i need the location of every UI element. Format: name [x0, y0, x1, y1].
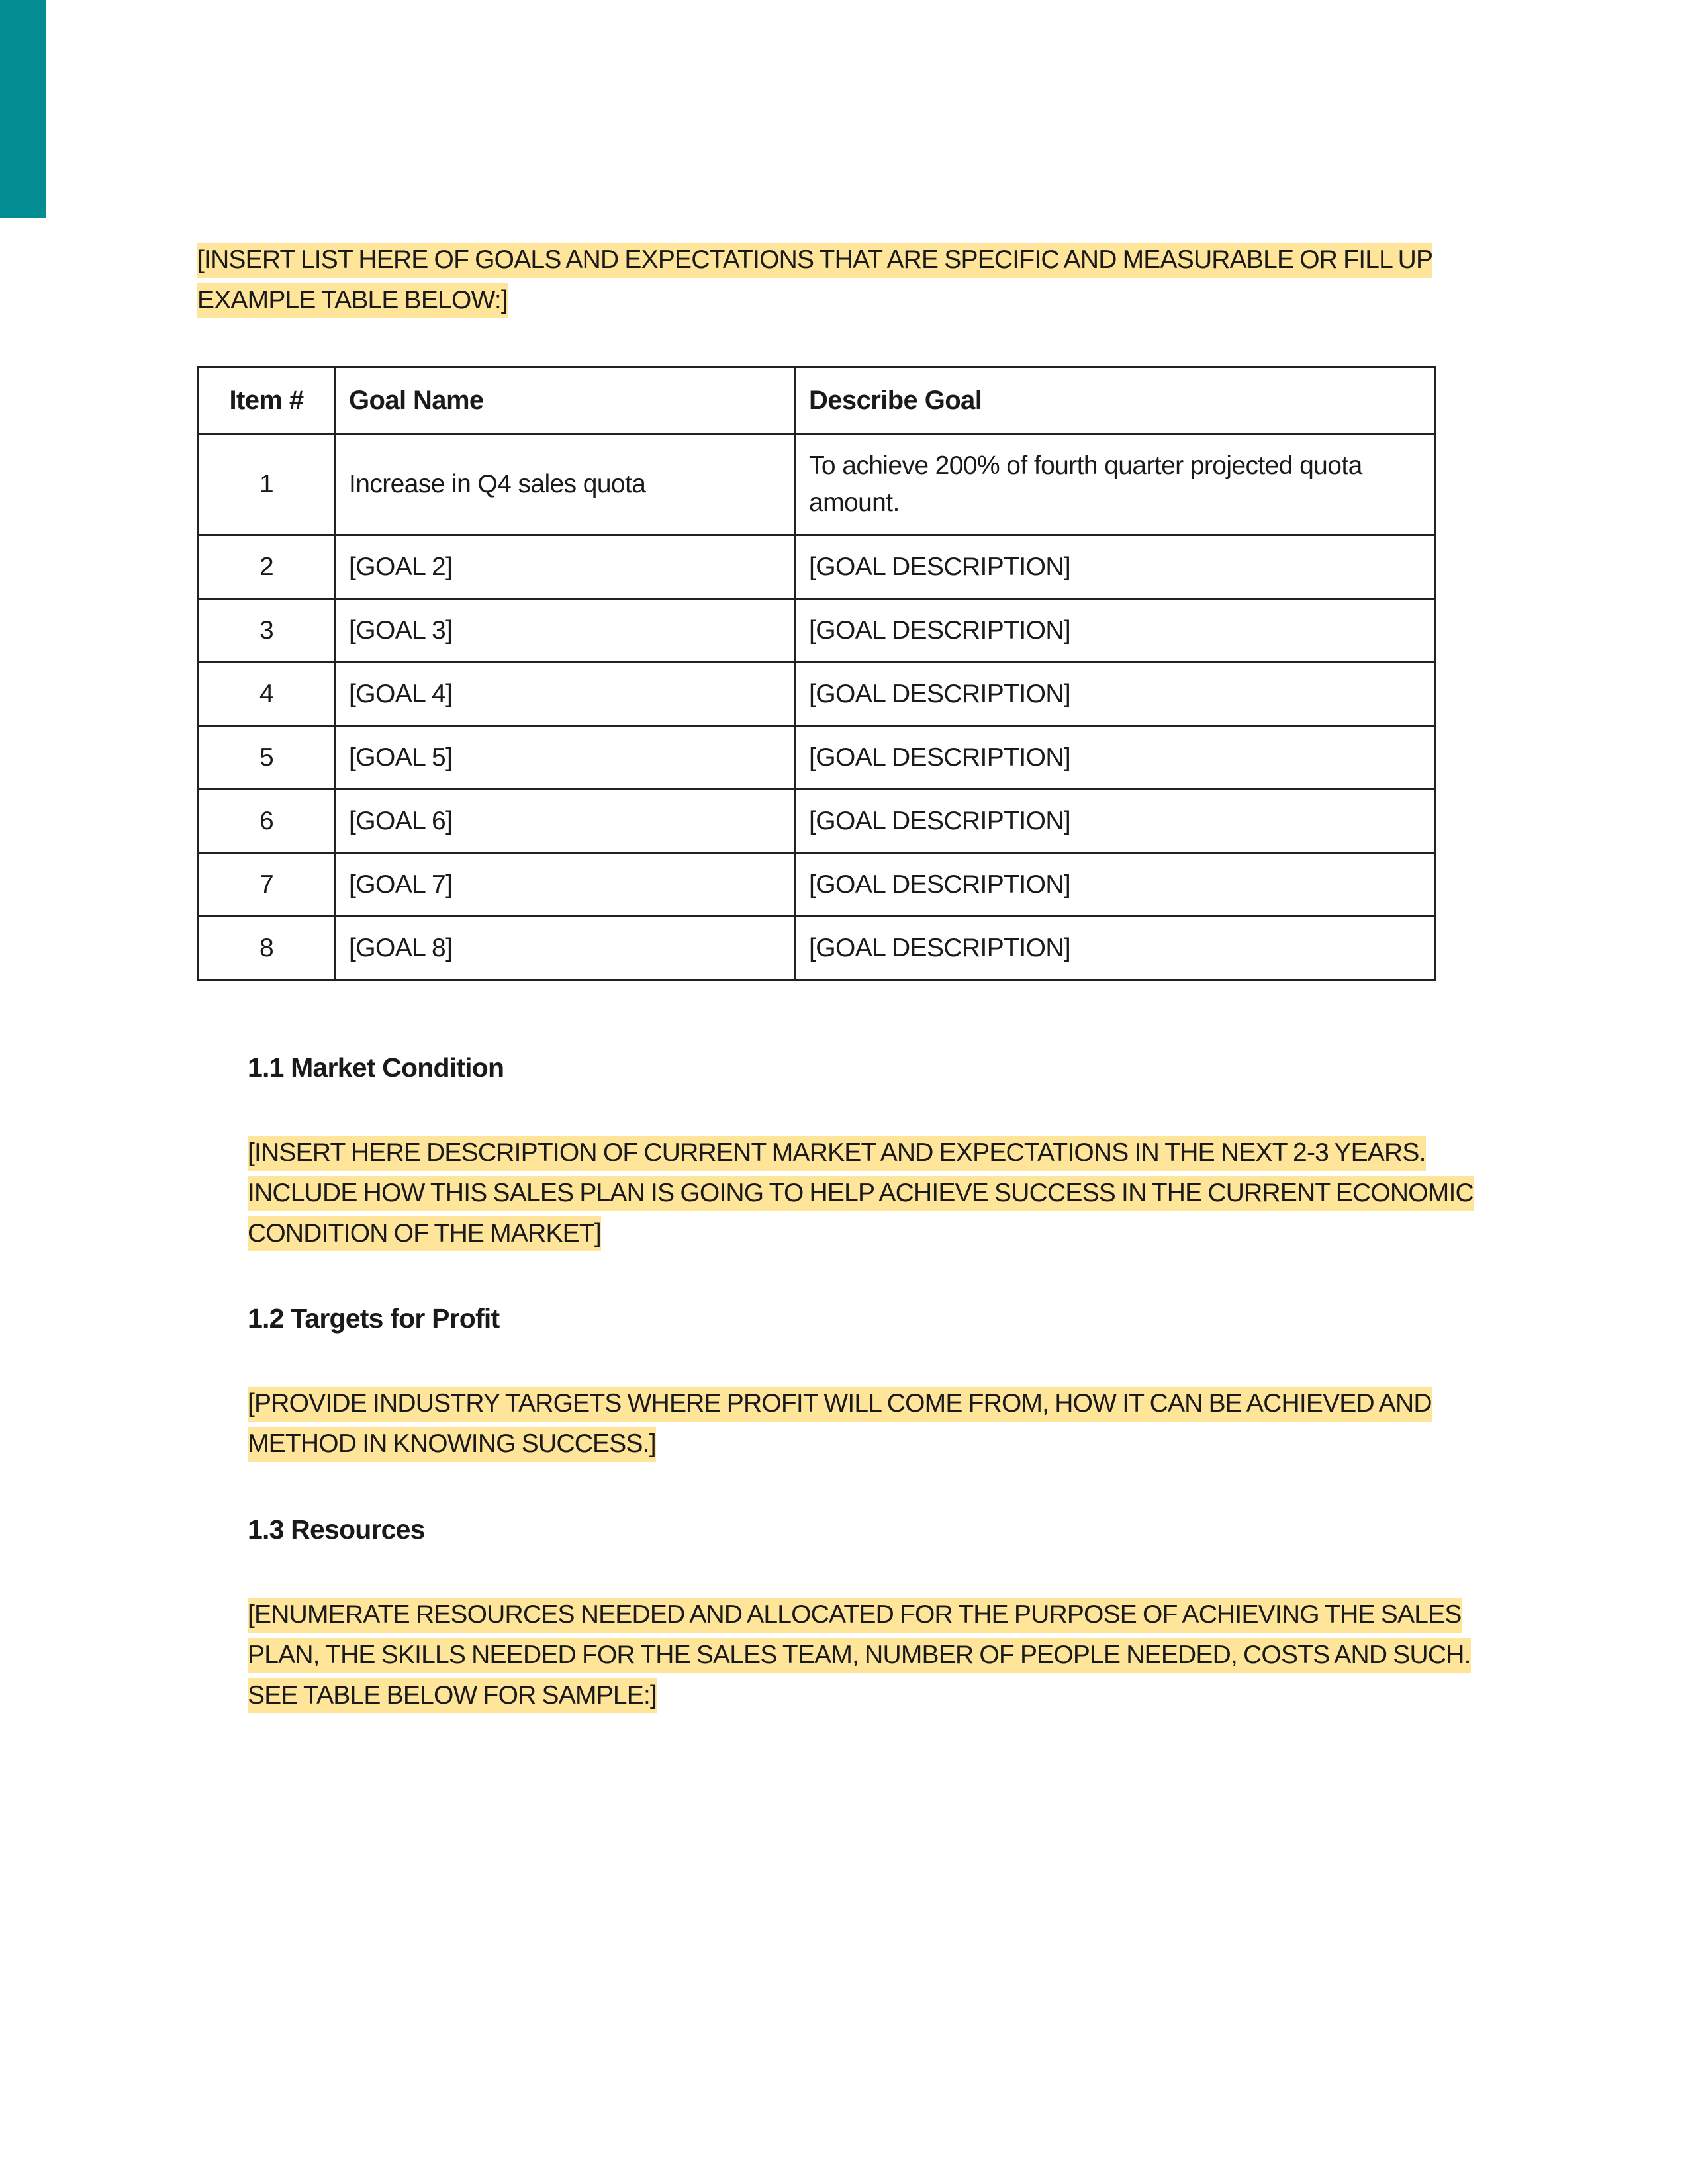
section-heading: 1.3 Resources — [248, 1514, 425, 1545]
item-number-cell: 2 — [199, 535, 335, 599]
section-market-condition — [248, 1052, 1479, 1253]
section-placeholder-paragraph — [248, 1383, 1479, 1464]
goal-description-cell: [GOAL DESCRIPTION] — [795, 790, 1436, 853]
accent-bar — [0, 0, 46, 218]
goal-description-cell: [GOAL DESCRIPTION] — [795, 853, 1436, 917]
item-number-cell: 7 — [199, 853, 335, 917]
goal-description-cell: [GOAL DESCRIPTION] — [795, 535, 1436, 599]
item-number-cell: 1 — [199, 434, 335, 535]
goal-name-cell: [GOAL 5] — [335, 726, 795, 790]
table-row — [199, 599, 1436, 662]
table-row — [199, 790, 1436, 853]
goal-description-cell: [GOAL DESCRIPTION] — [795, 599, 1436, 662]
goal-name-cell: [GOAL 3] — [335, 599, 795, 662]
goal-name-cell: [GOAL 4] — [335, 662, 795, 726]
intro-placeholder-paragraph — [197, 240, 1455, 320]
goal-description-cell: [GOAL DESCRIPTION] — [795, 726, 1436, 790]
section-heading: 1.1 Market Condition — [248, 1052, 504, 1083]
table-row — [199, 917, 1436, 980]
intro-placeholder-text: [INSERT LIST HERE OF GOALS AND EXPECTATIONS THAT ARE SPECIFIC AND MEASURABLE OR FILL UP EXAMPLE TABLE BELOW:] — [197, 243, 1432, 318]
table-row — [199, 535, 1436, 599]
goal-name-cell: [GOAL 2] — [335, 535, 795, 599]
goal-name-cell: Increase in Q4 sales quota — [335, 434, 795, 535]
section-heading: 1.2 Targets for Profit — [248, 1303, 500, 1334]
goal-description-cell: To achieve 200% of fourth quarter projected quota amount. — [795, 434, 1436, 535]
goal-description-cell: [GOAL DESCRIPTION] — [795, 917, 1436, 980]
table-row — [199, 726, 1436, 790]
placeholder-text: [INSERT HERE DESCRIPTION OF CURRENT MARKET AND EXPECTATIONS IN THE NEXT 2-3 YEARS. INCLUDE HOW THIS SALES PLAN IS GOING TO HELP ACHIEVE SUCCESS IN THE CURRENT ECONOMIC CONDITION OF THE MARKET] — [248, 1136, 1474, 1251]
item-number-cell: 6 — [199, 790, 335, 853]
section-resources — [248, 1514, 1479, 1715]
header-item-number: Item # — [199, 367, 335, 434]
goals-table-header-row — [199, 367, 1436, 434]
goal-name-cell: [GOAL 6] — [335, 790, 795, 853]
item-number-cell: 5 — [199, 726, 335, 790]
placeholder-text: [PROVIDE INDUSTRY TARGETS WHERE PROFIT WILL COME FROM, HOW IT CAN BE ACHIEVED AND METHOD IN KNOWING SUCCESS.] — [248, 1387, 1432, 1462]
table-row — [199, 853, 1436, 917]
goal-description-cell: [GOAL DESCRIPTION] — [795, 662, 1436, 726]
section-targets-for-profit — [248, 1303, 1479, 1464]
placeholder-text: [ENUMERATE RESOURCES NEEDED AND ALLOCATED FOR THE PURPOSE OF ACHIEVING THE SALES PLAN, THE SKILLS NEEDED FOR THE SALES TEAM, NUMBER OF PEOPLE NEEDED, COSTS AND SUCH. SEE TABLE BELOW FOR SAMPLE:] — [248, 1598, 1471, 1713]
item-number-cell: 8 — [199, 917, 335, 980]
goal-name-cell: [GOAL 7] — [335, 853, 795, 917]
section-placeholder-paragraph — [248, 1132, 1479, 1253]
goals-table — [197, 366, 1436, 981]
header-goal-name: Goal Name — [335, 367, 795, 434]
item-number-cell: 4 — [199, 662, 335, 726]
section-placeholder-paragraph — [248, 1594, 1479, 1715]
item-number-cell: 3 — [199, 599, 335, 662]
table-row — [199, 662, 1436, 726]
goal-name-cell: [GOAL 8] — [335, 917, 795, 980]
table-row — [199, 434, 1436, 535]
header-describe-goal: Describe Goal — [795, 367, 1436, 434]
